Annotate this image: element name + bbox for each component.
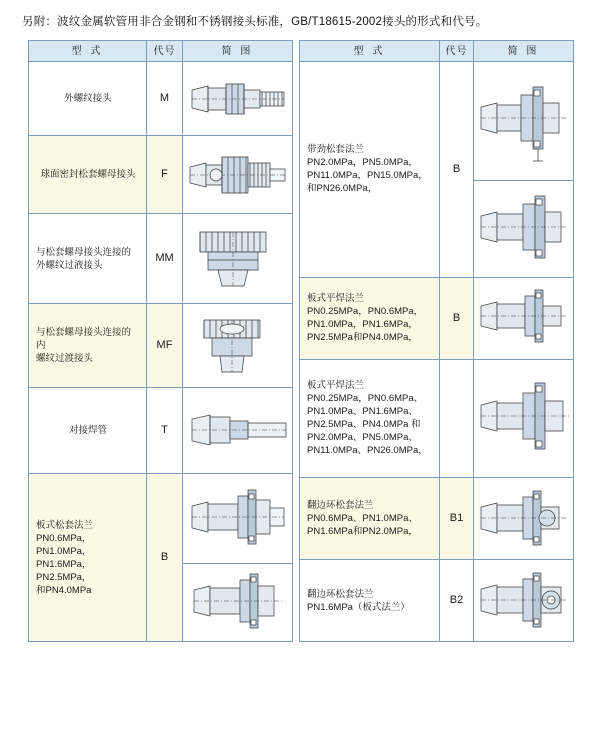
- figure-cell: [183, 388, 293, 474]
- type-line-2: PN0.25MPa，PN0.6MPa，: [307, 306, 424, 318]
- table-row: [29, 388, 293, 474]
- header-figure: 简 图: [474, 41, 574, 62]
- type-line-1: 板式平焊法兰: [307, 293, 365, 305]
- figure-cell: [183, 474, 293, 564]
- code-cell: [440, 359, 474, 478]
- type-line-2: PN1.6MPa（板式法兰）: [307, 601, 410, 613]
- code-cell: MF: [147, 304, 183, 388]
- type-line-1: 翻边环松套法兰: [307, 500, 374, 512]
- type-line-3: PN1.0MPa、PN1.6MPa、: [307, 406, 418, 418]
- flared-ring-loose-flange-figure-2: [474, 567, 573, 635]
- type-line-1: 板式平焊法兰: [307, 380, 365, 392]
- type-line-1: 与松套螺母接头连接的内: [36, 327, 132, 351]
- table-row: [29, 474, 293, 564]
- type-line-3: PN1.6MPa，PN2.5MPa，: [36, 558, 92, 583]
- table-row: [29, 214, 293, 304]
- table-row: [29, 62, 293, 136]
- type-cell: 对接焊管: [29, 388, 147, 474]
- figure-cell: [183, 214, 293, 304]
- header-code: 代号: [440, 41, 474, 62]
- type-cell: 球面密封松套螺母接头: [29, 136, 147, 214]
- figure-cell: [474, 359, 574, 478]
- code-cell: F: [147, 136, 183, 214]
- type-cell: [300, 478, 440, 560]
- code-cell: B: [440, 62, 474, 278]
- type-line-2: 外螺纹过液接头: [36, 259, 103, 271]
- internal-thread-transition-figure: [183, 312, 292, 380]
- type-cell: [29, 474, 147, 642]
- code-cell: M: [147, 62, 183, 136]
- type-line-1: 板式松套法兰: [36, 519, 94, 531]
- type-line-4: 和PN4.0MPa: [36, 584, 92, 596]
- page-title: 另附：波纹金属软管用非合金钢和不锈钢接头标准，GB/T18615-2002接头的形式和代号。: [22, 16, 488, 28]
- code-cell: B: [440, 277, 474, 359]
- figure-cell: [183, 136, 293, 214]
- type-line-2: 螺纹过渡接头: [36, 353, 94, 364]
- ribbed-loose-flange-figure-2: [474, 188, 573, 270]
- type-line-2: PN0.6MPa、PN1.0MPa、: [307, 513, 418, 525]
- type-line-1: 带劲松套法兰: [307, 144, 365, 156]
- type-line-2: PN0.6MPa，PN1.0MPa，: [36, 532, 92, 557]
- flared-ring-loose-flange-figure-1: [474, 485, 573, 553]
- plate-loose-flange-figure-2: [183, 568, 292, 638]
- code-cell: B: [147, 474, 183, 642]
- code-cell: B2: [440, 560, 474, 642]
- type-line-6: PN11.0MPa、PN26.0MPa，: [307, 445, 428, 457]
- type-line-4: PN2.5MPa和PN4.0MPa，: [307, 332, 418, 344]
- figure-cell: [183, 304, 293, 388]
- type-cell: [29, 304, 147, 388]
- type-line-2: PN2.0MPa，PN5.0MPa，: [307, 157, 418, 169]
- type-line-3: PN11.0MPa，PN15.0MPa，: [307, 170, 428, 182]
- header-code: 代号: [147, 41, 183, 62]
- code-cell: MM: [147, 214, 183, 304]
- code-cell: T: [147, 388, 183, 474]
- tables-container: [28, 40, 574, 642]
- table-row: [300, 62, 574, 181]
- type-line-1: 翻边环松套法兰: [307, 588, 374, 600]
- type-line-3: PN1.6MPa和PN2.0MPa，: [307, 526, 418, 538]
- table-row: [300, 478, 574, 560]
- type-cell: [300, 560, 440, 642]
- figure-cell: [474, 180, 574, 277]
- table-header-row: [300, 41, 574, 62]
- figure-cell: [474, 560, 574, 642]
- butt-weld-pipe-figure: [183, 397, 292, 465]
- type-cell: [300, 277, 440, 359]
- type-cell: 外螺纹接头: [29, 62, 147, 136]
- header-type: 型 式: [300, 41, 440, 62]
- plate-flat-weld-flange-figure-1: [474, 284, 573, 352]
- figure-cell: [183, 564, 293, 642]
- type-line-4: 和PN26.0MPa，: [307, 183, 378, 195]
- ribbed-loose-flange-figure-1: [474, 73, 573, 169]
- table-row: [300, 359, 574, 478]
- type-cell: [300, 62, 440, 278]
- table-header-row: [29, 41, 293, 62]
- header-type: 型 式: [29, 41, 147, 62]
- coupling-table-right: [299, 40, 574, 642]
- figure-cell: [474, 62, 574, 181]
- code-cell: B1: [440, 478, 474, 560]
- table-row: [300, 277, 574, 359]
- coupling-table-left: [28, 40, 293, 642]
- plate-loose-flange-figure-1: [183, 480, 292, 558]
- type-cell: [29, 214, 147, 304]
- figure-cell: [183, 62, 293, 136]
- type-line-3: PN1.0MPa，PN1.6MPa，: [307, 319, 418, 331]
- plate-flat-weld-flange-figure-2: [474, 369, 573, 467]
- type-line-5: PN2.0MPa、PN5.0MPa、: [307, 432, 418, 444]
- figure-cell: [474, 277, 574, 359]
- type-line-1: 与松套螺母接头连接的: [36, 246, 132, 258]
- external-thread-transition-figure: [183, 222, 292, 296]
- table-row: [29, 304, 293, 388]
- figure-cell: [474, 478, 574, 560]
- type-line-2: PN0.25MPa，PN0.6MPa、: [307, 393, 424, 405]
- type-line-4: PN2.5MPa、PN4.0MPa 和: [307, 419, 421, 431]
- table-row: [300, 560, 574, 642]
- threaded-coupling-figure: [183, 68, 292, 130]
- table-row: [29, 136, 293, 214]
- spherical-seal-nut-coupling-figure: [183, 143, 292, 207]
- type-cell: [300, 359, 440, 478]
- header-figure: 简 图: [183, 41, 293, 62]
